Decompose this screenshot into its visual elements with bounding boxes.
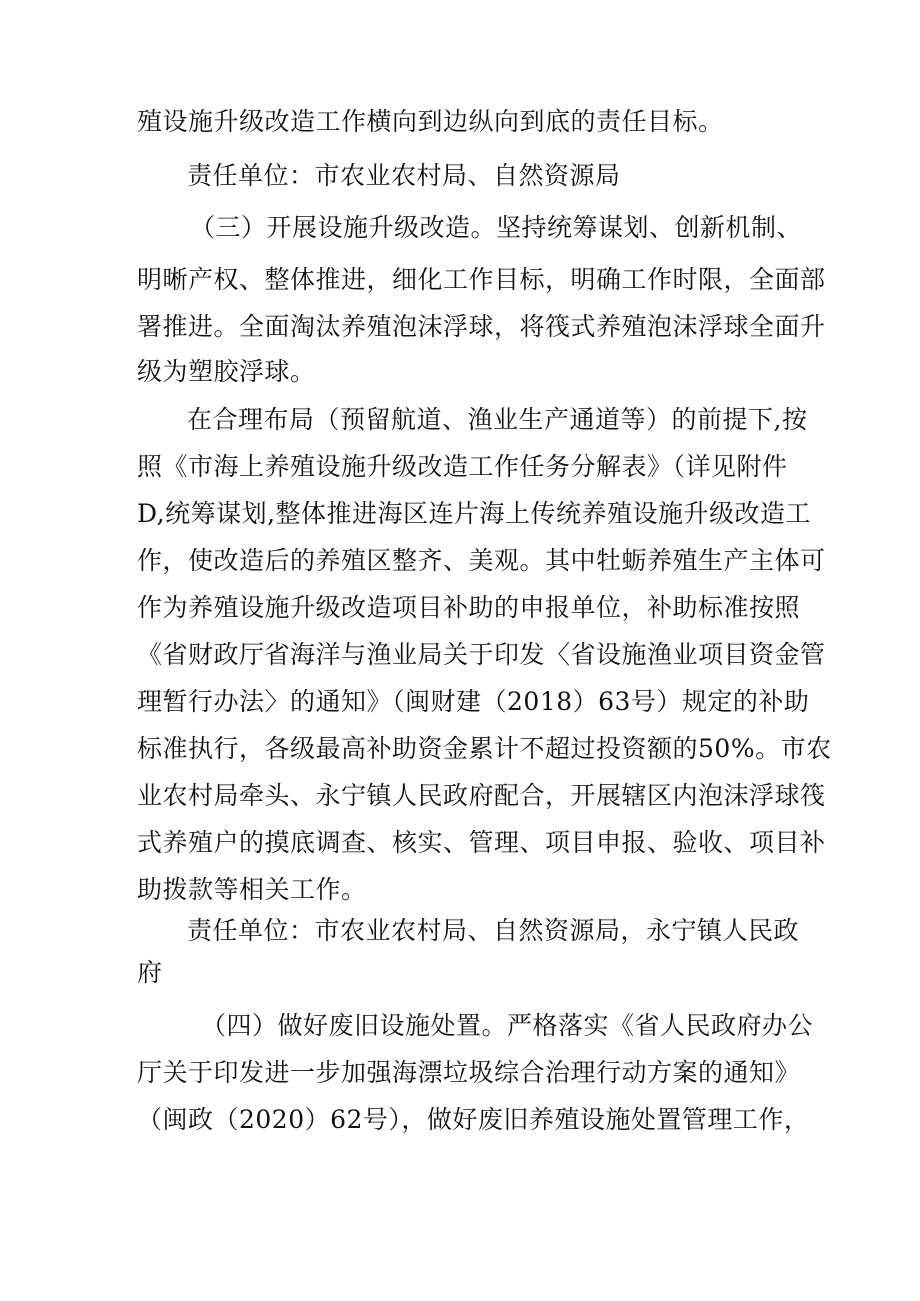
text-line-4: 明晰产权、整体推进，细化工作目标，明确工作时限，全面部 — [137, 265, 826, 294]
text-line-1: 殖设施升级改造工作横向到边纵向到底的责任目标。 — [137, 107, 724, 136]
text-line-section-3-heading: （三）开展设施升级改造。坚持统筹谋划、创新机制、 — [190, 213, 803, 242]
text-line-13: 理暂行办法〉的通知》（闽财建（2018）63号）规定的补助 — [137, 687, 810, 716]
text-line-5: 署推进。全面淘汰养殖泡沫浮球，将筏式养殖泡沫浮球全面升 — [137, 312, 826, 341]
text-line-9: D,统筹谋划,整体推进海区连片海上传统养殖设施升级改造工 — [137, 499, 812, 528]
text-line-22: （闽政（2020）62号），做好废旧养殖设施处置管理工作， — [137, 1105, 810, 1134]
text-line-16: 式养殖户的摸底调查、核实、管理、项目申报、验收、项目补 — [137, 828, 826, 857]
text-line-6: 级为塑胶浮球。 — [137, 357, 316, 386]
text-line-15: 业农村局牵头、永宁镇人民政府配合，开展辖区内泡沫浮球筏 — [137, 781, 826, 810]
text-line-responsible-unit-1: 责任单位：市农业农村局、自然资源局 — [187, 161, 621, 190]
text-line-17: 助拨款等相关工作。 — [137, 875, 367, 904]
text-line-21: 厅关于印发进一步加强海漂垃圾综合治理行动方案的通知》 — [137, 1058, 801, 1087]
text-line-11: 作为养殖设施升级改造项目补助的申报单位，补助标准按照 — [137, 593, 801, 622]
text-line-responsible-unit-2: 责任单位：市农业农村局、自然资源局，永宁镇人民政 — [187, 916, 800, 945]
text-line-7: 在合理布局（预留航道、渔业生产通道等）的前提下,按 — [187, 405, 808, 434]
text-line-12: 《省财政厅省海洋与渔业局关于印发〈省设施渔业项目资金管 — [137, 640, 826, 669]
text-line-14: 标准执行，各级最高补助资金累计不超过投资额的50%。市农 — [137, 734, 832, 763]
text-line-8: 照《市海上养殖设施升级改造工作任务分解表》（详见附件 — [137, 452, 788, 481]
text-line-10: 作，使改造后的养殖区整齐、美观。其中牡蛎养殖生产主体可 — [137, 546, 826, 575]
text-line-19: 府 — [137, 958, 163, 987]
text-line-section-4-heading: （四）做好废旧设施处置。严格落实《省人民政府办公 — [201, 1011, 814, 1040]
